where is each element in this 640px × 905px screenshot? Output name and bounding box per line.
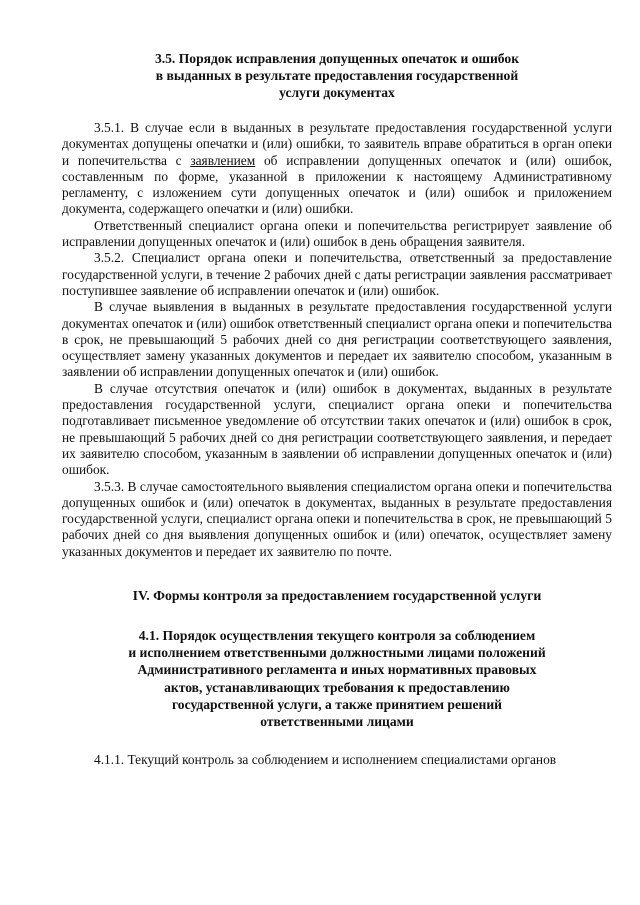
title-line: ответственными лицами [260,714,414,730]
title-line: в выданных в результате предоставления государственной [155,68,519,83]
section-4-1-title [62,627,612,730]
paragraph-text: об исправлении допущенных опечаток и (или) ошибок, составленным по форме, указанной в приложении к настоящему Административному регламенту, с изложением сути допущенных опечаток и (или) ошибок и приложением документа, содержащего опечатки и (или) ошибки. [62,152,612,217]
paragraph-3-5-3: 3.5.3. В случае самостоятельного выявления специалистом органа опеки и попечительства допущенных ошибок и (или) опечаток в документах, выданных в результате предоставления государственной услуги, специалист органа опеки и попечительства в срок, не превышающий 5 рабочих дней со дня выявления допущенных ошибок и (или) опечаток, осуществляет замену указанных документов и передает их заявителю по почте. [62,478,612,559]
paragraph-text: 3.5.1. В случае если в выданных в результате предоставления государственной услуги документах допущены опечатки и (или) ошибки, то заявитель вправе обратиться в орган опеки и попечительства с [62,120,612,168]
section-iv-heading: IV. Формы контроля за предоставлением государственной услуги [132,588,542,604]
title-line: 3.5. Порядок исправления допущенных опечаток и ошибок [154,51,520,66]
paragraph-3-5-2: 3.5.2. Специалист органа опеки и попечительства, ответственный за предоставление государственной услуги, в течение 2 рабочих дней с даты регистрации заявления рассматривает поступившее заявление об исправлении опечаток и (или) ошибок. [62,250,612,298]
section-3-5-title [62,50,612,101]
title-line: государственной услуги, а также принятием решений [171,696,503,712]
paragraph-3-5-1 [62,120,612,218]
title-line: актов, устанавливающих требования к предоставлению [164,679,510,695]
title-line: и исполнением ответственными должностными лицами положений [128,645,546,661]
title-line: 4.1. Порядок осуществления текущего контроля за соблюдением [138,628,536,644]
document-page [62,50,612,769]
title-line: Административного регламента и иных нормативных правовых [137,662,537,678]
paragraph-registration: Ответственный специалист органа опеки и попечительства регистрирует заявление об исправлении допущенных опечаток и (или) ошибок в день обращения заявителя. [62,217,612,250]
paragraph-4-1-1: 4.1.1. Текущий контроль за соблюдением и исполнением специалистами органов [94,752,557,768]
paragraph-errors-found: В случае выявления в выданных в результате предоставления государственной услуги документах опечаток и (или) ошибок ответственный специалист органа опеки и попечительства в срок, не превышающий 5 рабочих дней со дня регистрации соответствующего заявления, осуществляет замену указанных документов и передает их заявителю способом, указанным в заявлении об исправлении допущенных опечаток и (или) ошибок. [62,299,612,380]
paragraph-no-errors: В случае отсутствия опечаток и (или) ошибок в документах, выданных в результате предоставления государственной услуги, специалист органа опеки и попечительства подготавливает письменное уведомление об отсутствии таких опечаток и (или) ошибок в срок, не превышающий 5 рабочих дней со дня регистрации соответствующего заявления, и передает их заявителю способом, указанным в заявлении об исправлении допущенных опечаток и (или) ошибок. [62,380,612,478]
title-line: услуги документах [279,85,395,100]
application-link[interactable]: заявлением [190,152,256,168]
